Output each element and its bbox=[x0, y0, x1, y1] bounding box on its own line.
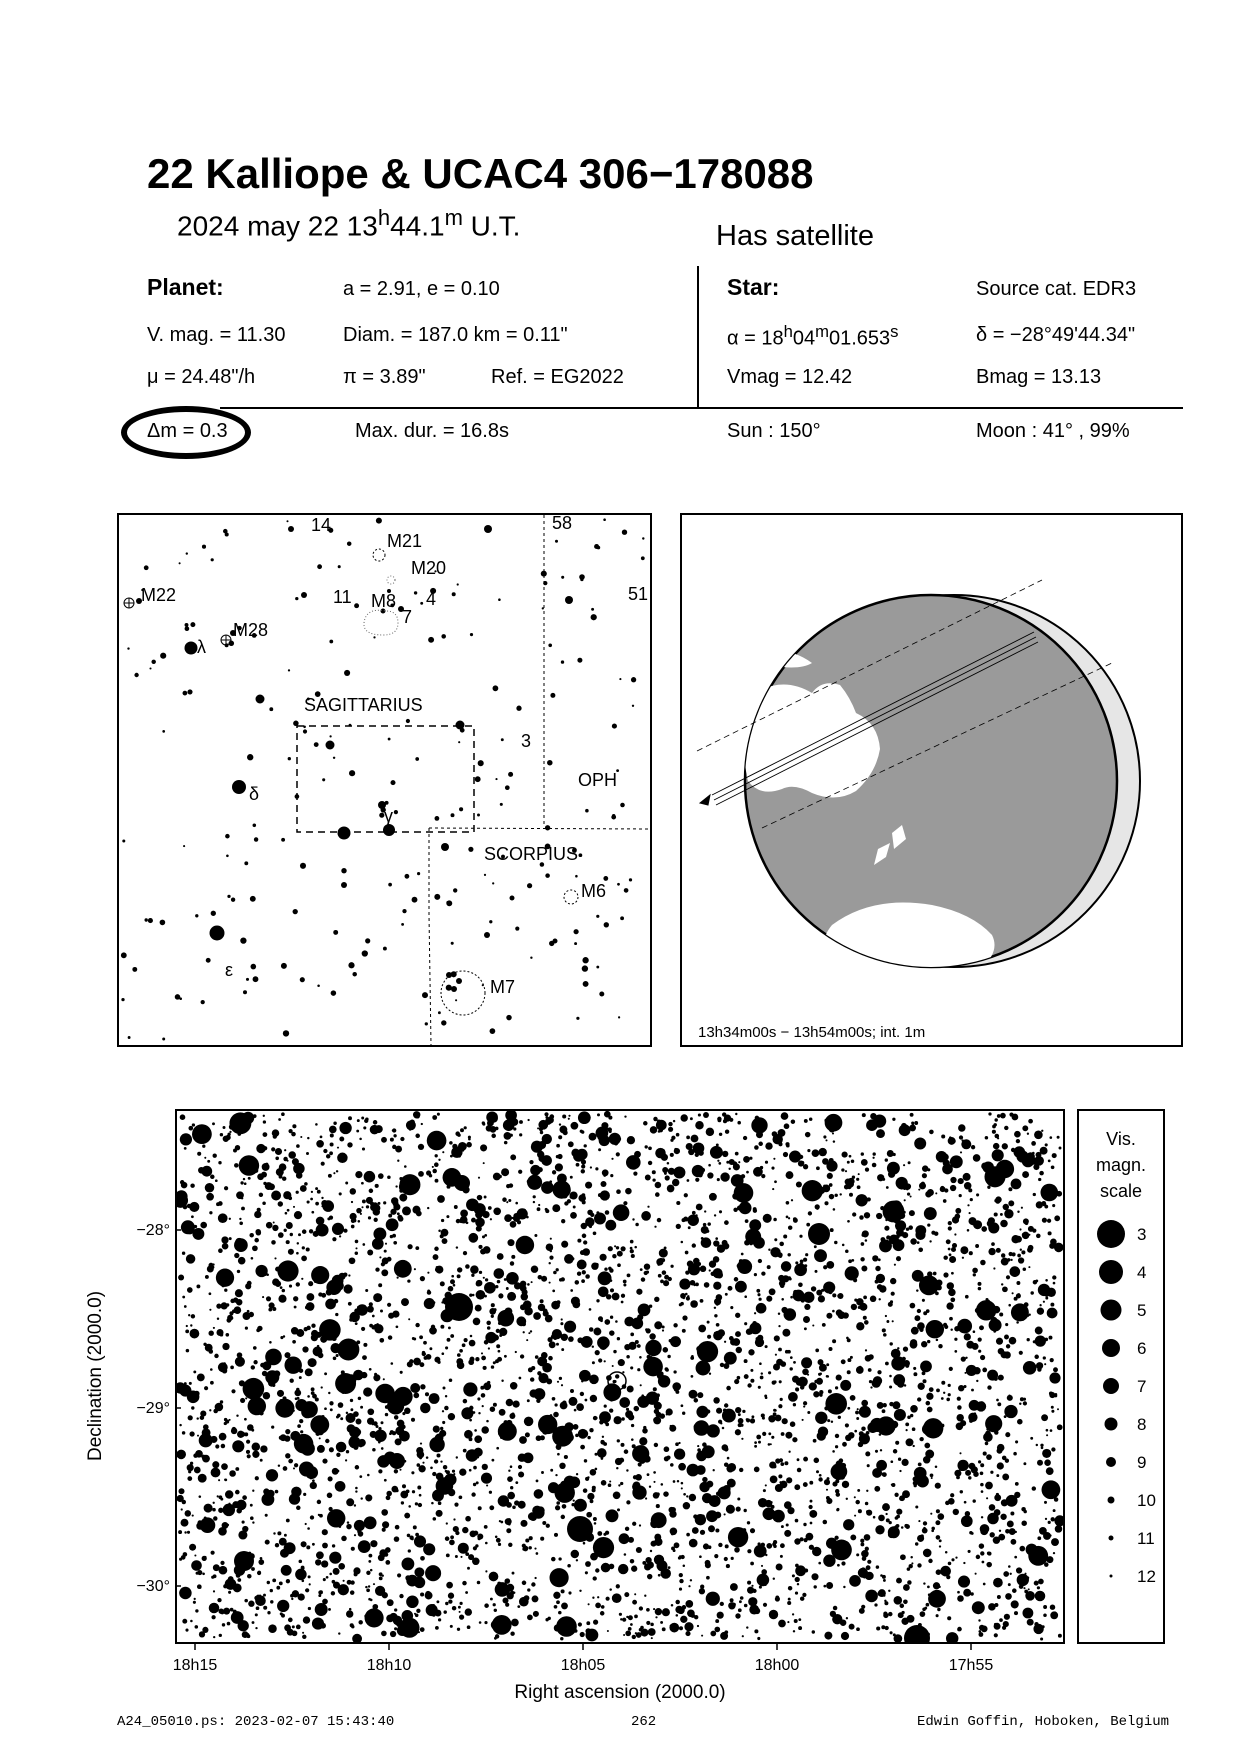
legend-dot bbox=[1097, 1220, 1125, 1248]
label-oph: OPH bbox=[578, 770, 618, 790]
legend-dot bbox=[1099, 1260, 1123, 1284]
planet-elements: a = 2.91, e = 0.10 bbox=[343, 278, 500, 300]
label-14: 14 bbox=[311, 515, 332, 535]
label-7: 7 bbox=[402, 607, 413, 627]
x-tick-18h00: 18h00 bbox=[754, 1657, 800, 1674]
legend-magnitude: 7 bbox=[1137, 1377, 1147, 1396]
label-3: 3 bbox=[521, 731, 532, 751]
legend-title-3: scale bbox=[1099, 1181, 1143, 1201]
legend-magnitude: 6 bbox=[1137, 1339, 1147, 1358]
label-11: 11 bbox=[333, 587, 352, 607]
legend-dots bbox=[1097, 1220, 1156, 1586]
date-minutes: 44.1 bbox=[390, 210, 445, 242]
planet-parallax: π = 3.89" bbox=[343, 366, 426, 388]
ra-h-mark: h bbox=[783, 322, 793, 341]
label-58: 58 bbox=[552, 515, 573, 533]
ra-m-mark: m bbox=[815, 322, 829, 341]
y-tick-29: −29° bbox=[136, 1400, 170, 1417]
label-scorpius: SCORPIUS bbox=[484, 844, 579, 864]
legend-title-1: Vis. bbox=[1106, 1129, 1136, 1149]
label-gamma: γ bbox=[384, 806, 393, 826]
ra-s-mark: s bbox=[890, 322, 899, 341]
legend-dot bbox=[1103, 1378, 1119, 1394]
legend-dot bbox=[1109, 1536, 1114, 1541]
globe-caption: 13h34m00s − 13h54m00s; int. 1m bbox=[698, 1024, 926, 1041]
satellite-note: Has satellite bbox=[716, 220, 874, 252]
legend-dot bbox=[1102, 1339, 1120, 1357]
legend-magnitude: 8 bbox=[1137, 1415, 1147, 1434]
ra-minutes: 04 bbox=[792, 327, 816, 350]
legend-magnitude: 5 bbox=[1137, 1301, 1147, 1320]
star-bmag: Bmag = 13.13 bbox=[976, 366, 1102, 388]
legend-dot bbox=[1105, 1418, 1118, 1431]
label-epsilon: ε bbox=[225, 960, 234, 980]
footer-file: A24_05010.ps: 2023-02-07 15:43:40 bbox=[117, 1714, 395, 1730]
legend-magnitude: 3 bbox=[1137, 1225, 1147, 1244]
label-m20: M20 bbox=[411, 558, 447, 578]
legend-dot bbox=[1106, 1457, 1116, 1467]
label-m7: M7 bbox=[490, 977, 516, 997]
hour-mark: h bbox=[377, 205, 391, 230]
legend-magnitude: 12 bbox=[1137, 1567, 1156, 1586]
planet-heading: Planet: bbox=[147, 274, 224, 300]
planet-reference: Ref. = EG2022 bbox=[491, 366, 624, 388]
star-dec: δ = −28°49'44.34" bbox=[976, 324, 1136, 346]
star-heading: Star: bbox=[727, 274, 780, 300]
label-sagittarius: SAGITTARIUS bbox=[304, 695, 423, 715]
y-tick-28: −28° bbox=[136, 1222, 170, 1239]
ra-hours: α = 18 bbox=[727, 327, 784, 350]
delta-mag: Δm = 0.3 bbox=[147, 420, 228, 442]
x-axis-label: Right ascension (2000.0) bbox=[514, 1682, 726, 1703]
legend-magnitude: 4 bbox=[1137, 1263, 1147, 1282]
label-lambda: λ bbox=[197, 637, 206, 657]
label-m6: M6 bbox=[581, 881, 607, 901]
legend-dot bbox=[1108, 1497, 1115, 1504]
y-tick-30: −30° bbox=[136, 1578, 170, 1595]
x-tick-18h15: 18h15 bbox=[172, 1657, 218, 1674]
magnitude-legend bbox=[1077, 1109, 1165, 1644]
ra-seconds: 01.653 bbox=[829, 327, 891, 350]
legend-dot bbox=[1110, 1575, 1113, 1578]
legend-dot bbox=[1101, 1300, 1122, 1321]
label-4: 4 bbox=[426, 589, 437, 609]
minute-mark: m bbox=[444, 205, 463, 230]
label-delta: δ bbox=[249, 784, 260, 804]
x-tick-18h05: 18h05 bbox=[560, 1657, 606, 1674]
moon-elongation: Moon : 41° , 99% bbox=[976, 420, 1130, 442]
footer-author: Edwin Goffin, Hoboken, Belgium bbox=[917, 1714, 1170, 1730]
legend-magnitude: 9 bbox=[1137, 1453, 1147, 1472]
date-ut: U.T. bbox=[462, 210, 521, 242]
star-source: Source cat. EDR3 bbox=[976, 278, 1137, 300]
sun-elongation: Sun : 150° bbox=[727, 420, 821, 442]
legend-magnitude: 10 bbox=[1137, 1491, 1156, 1510]
legend-magnitude: 11 bbox=[1137, 1529, 1155, 1548]
label-m8: M8 bbox=[371, 591, 397, 611]
max-duration: Max. dur. = 16.8s bbox=[355, 420, 509, 442]
x-tick-17h55: 17h55 bbox=[948, 1657, 994, 1674]
planet-diameter: Diam. = 187.0 km = 0.11" bbox=[343, 324, 568, 346]
date-day: 2024 may 22 13 bbox=[177, 210, 378, 242]
planet-vmag: V. mag. = 11.30 bbox=[147, 324, 286, 346]
page-title: 22 Kalliope & UCAC4 306−178088 bbox=[147, 150, 814, 197]
y-axis-label: Declination (2000.0) bbox=[85, 1290, 106, 1462]
x-tick-18h10: 18h10 bbox=[366, 1657, 412, 1674]
label-m22: M22 bbox=[141, 585, 177, 605]
footer-page: 262 bbox=[631, 1714, 657, 1730]
label-m28: M28 bbox=[233, 620, 269, 640]
planet-motion: μ = 24.48"/h bbox=[147, 366, 256, 388]
label-m21: M21 bbox=[387, 531, 423, 551]
star-vmag: Vmag = 12.42 bbox=[727, 366, 853, 388]
legend-title-2: magn. bbox=[1095, 1155, 1147, 1175]
label-51: 51 bbox=[628, 584, 649, 604]
